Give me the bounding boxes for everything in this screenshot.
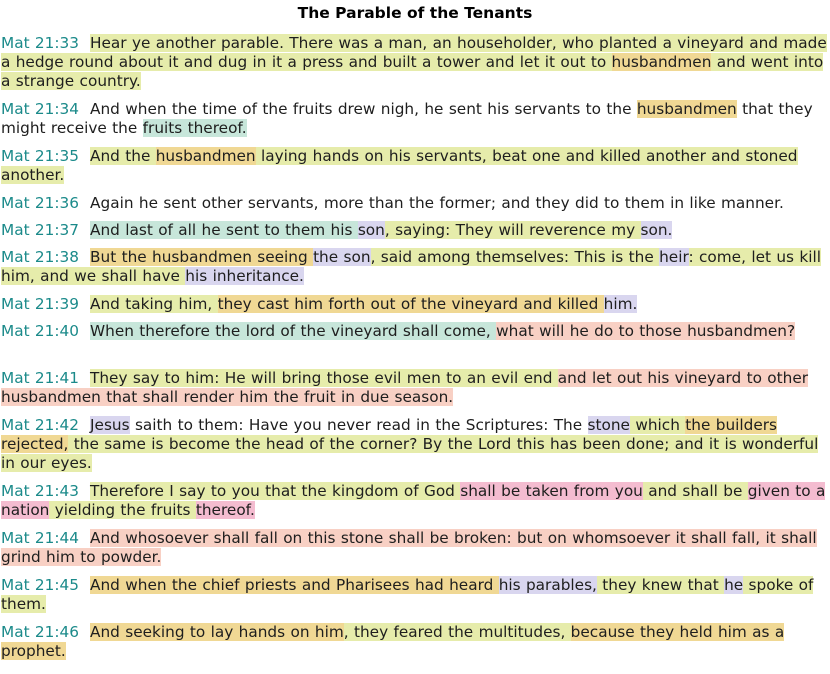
verse	[1, 221, 830, 240]
verse-text-segment: , saying: They will reverence my	[384, 221, 641, 239]
verse-reference-link[interactable]: Mat 21:37	[1, 221, 80, 239]
verse-text-segment: , said among themselves: This is the	[370, 248, 660, 266]
verse-text-segment: , they feared the multitudes,	[343, 623, 571, 641]
verse-text-segment: And taking him,	[90, 295, 218, 313]
verse-text-segment: son	[357, 221, 385, 239]
verse-text-segment: They say to him: He will bring those evil men to an evil end	[90, 369, 558, 387]
verse-text-segment: stone	[587, 416, 630, 434]
verse-text-segment: son.	[640, 221, 673, 239]
verse	[1, 482, 830, 520]
verse-text-segment: the son	[313, 248, 371, 266]
verse	[1, 147, 830, 185]
verse-text-segment: Hear ye another parable. There was a man, an householder, who planted a vineyard and made a hedge round about it and dug in it a press and built a tower and let it out to	[1, 34, 827, 71]
verse-text-segment: they cast him forth out of the vineyard and killed	[217, 295, 604, 313]
verse-text-segment: laying hands on his servants, beat one and killed another and stoned another.	[1, 147, 798, 184]
verse-text-segment: shall be taken from you	[460, 482, 643, 500]
verse-text-segment: : come, let us kill him, and we shall have	[1, 248, 821, 285]
verse-text-segment: what will he do to those husbandmen?	[496, 322, 796, 340]
verse-text-segment: But the husbandmen seeing	[90, 248, 314, 266]
verse	[1, 416, 830, 473]
verse-text-segment: that they might receive the	[1, 100, 813, 137]
verse-reference-link[interactable]: Mat 21:36	[1, 194, 80, 212]
verse-reference-link[interactable]: Mat 21:39	[1, 295, 80, 313]
verse-text-segment: they knew that	[596, 576, 725, 594]
verse-reference-link[interactable]: Mat 21:35	[1, 147, 80, 165]
verse-reference-link[interactable]: Mat 21:44	[1, 529, 80, 547]
verse	[1, 100, 830, 138]
verse-reference-link[interactable]: Mat 21:43	[1, 482, 80, 500]
verse	[1, 576, 830, 614]
verse	[1, 194, 830, 213]
verse	[1, 369, 830, 407]
verse	[1, 248, 830, 286]
verse-reference-link[interactable]: Mat 21:41	[1, 369, 80, 387]
verse-text-segment: And the	[90, 147, 156, 165]
verse-text-segment: thereof.	[195, 501, 255, 519]
verse-text-segment: husbandmen	[155, 147, 256, 165]
verse-text-segment: because they held him as a prophet.	[1, 623, 785, 660]
verse	[1, 623, 830, 661]
verse-text-segment: yielding the fruits	[49, 501, 196, 519]
verse-text-segment: Jesus	[90, 416, 130, 434]
verse-reference-link[interactable]: Mat 21:40	[1, 322, 80, 340]
verse-text-segment: And when the chief priests and Pharisees had heard	[90, 576, 499, 594]
verse-reference-link[interactable]: Mat 21:34	[1, 100, 80, 118]
verse-text-segment: which	[629, 416, 686, 434]
verse-text-segment: And last of all he sent to them his	[90, 221, 358, 239]
verse-text-segment: the builders rejected,	[1, 416, 778, 453]
verse-text-segment: Therefore I say to you that the kingdom of God	[90, 482, 461, 500]
verse-text-segment: And when the time of the fruits drew nigh, he sent his servants to the	[90, 100, 637, 118]
verse-text-segment: And whosoever shall fall on this stone shall be broken: but on whomsoever it shall fall, it shall grind him to powder.	[1, 529, 817, 566]
verse-text-segment: given to a nation	[1, 482, 826, 519]
verse-text-segment: his parables,	[498, 576, 597, 594]
verse-reference-link[interactable]: Mat 21:38	[1, 248, 80, 266]
verse-text-segment: heir	[659, 248, 689, 266]
verse-text-segment: and shall be	[642, 482, 748, 500]
verse-reference-link[interactable]: Mat 21:33	[1, 34, 80, 52]
verse-reference-link[interactable]: Mat 21:45	[1, 576, 80, 594]
verse	[1, 322, 830, 341]
verse-text-segment: and let out his vineyard to other husbandmen that shall render him the fruit in due season.	[1, 369, 809, 406]
verse-text-segment: his inheritance.	[185, 267, 304, 285]
verse-text-segment: and went into a strange country.	[1, 53, 824, 90]
verse-text-segment: he	[724, 576, 744, 594]
verse-reference-link[interactable]: Mat 21:46	[1, 623, 80, 641]
verse-text-segment: And seeking to lay hands on him	[90, 623, 344, 641]
verse-text-segment: fruits thereof.	[142, 119, 247, 137]
verse-text-segment: the same is become the head of the corner? By the Lord this has been done; and it is wonderful in our eyes.	[1, 435, 819, 472]
verse	[1, 34, 830, 91]
verse-text-segment: husbandmen	[611, 53, 712, 71]
verse	[1, 529, 830, 567]
verse-text-segment: husbandmen	[636, 100, 737, 118]
verse-reference-link[interactable]: Mat 21:42	[1, 416, 80, 434]
verse-text-segment: spoke of them.	[1, 576, 814, 613]
verse	[1, 295, 830, 314]
verse-text-segment: him.	[603, 295, 638, 313]
page-title: The Parable of the Tenants	[297, 4, 533, 22]
verse-text-segment: When therefore the lord of the vineyard shall come,	[90, 322, 497, 340]
verse-text-segment: saith to them: Have you never read in the Scriptures: The	[129, 416, 588, 434]
verse-text-segment: Again he sent other servants, more than the former; and they did to them in like manner.	[90, 194, 784, 212]
